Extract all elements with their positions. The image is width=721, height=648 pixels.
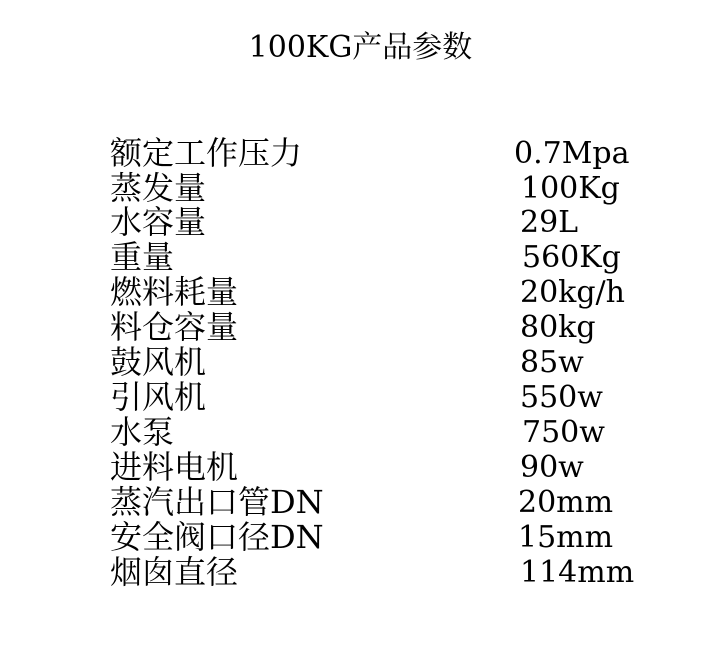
spec-value: 15mm <box>518 520 614 555</box>
spec-label: 蒸发量 <box>110 169 207 207</box>
spec-value: 20kg/h <box>520 275 625 310</box>
spec-value: 0.7Mpa <box>514 136 630 171</box>
spec-value: 80kg <box>520 310 596 345</box>
spec-row-water-capacity <box>0 205 721 240</box>
spec-label: 水泵 <box>110 413 175 451</box>
spec-value: 90w <box>520 450 584 485</box>
spec-value: 550w <box>520 380 603 415</box>
spec-label: 燃料耗量 <box>110 273 239 311</box>
spec-value: 29L <box>520 205 579 240</box>
spec-value: 20mm <box>518 485 614 520</box>
spec-row-steam-outlet <box>0 485 721 520</box>
spec-row-rated-pressure <box>0 136 721 171</box>
spec-label: 鼓风机 <box>110 343 207 381</box>
spec-row-water-pump <box>0 415 721 450</box>
spec-row-hopper-capacity <box>0 310 721 345</box>
spec-label: 蒸汽出口管DN <box>110 483 324 521</box>
spec-row-weight <box>0 240 721 275</box>
spec-label: 烟囱直径 <box>110 553 239 591</box>
spec-row-fuel-consumption <box>0 275 721 310</box>
spec-label: 安全阀口径DN <box>110 518 324 556</box>
spec-row-safety-valve <box>0 520 721 555</box>
spec-value: 750w <box>522 415 605 450</box>
spec-value: 100Kg <box>521 171 620 206</box>
spec-row-induced-fan <box>0 380 721 415</box>
spec-label: 进料电机 <box>110 448 239 486</box>
spec-label: 额定工作压力 <box>110 134 303 172</box>
spec-row-chimney-diameter <box>0 555 721 590</box>
spec-label: 水容量 <box>110 203 207 241</box>
spec-row-blower <box>0 345 721 380</box>
spec-value: 85w <box>520 345 584 380</box>
spec-row-evaporation <box>0 171 721 206</box>
page-title: 100KG产品参数 <box>248 30 473 65</box>
spec-value: 560Kg <box>522 240 621 275</box>
spec-label: 料仓容量 <box>110 308 239 346</box>
spec-value: 114mm <box>520 555 635 590</box>
spec-label: 重量 <box>110 238 175 276</box>
spec-label: 引风机 <box>110 378 207 416</box>
spec-row-feed-motor <box>0 450 721 485</box>
